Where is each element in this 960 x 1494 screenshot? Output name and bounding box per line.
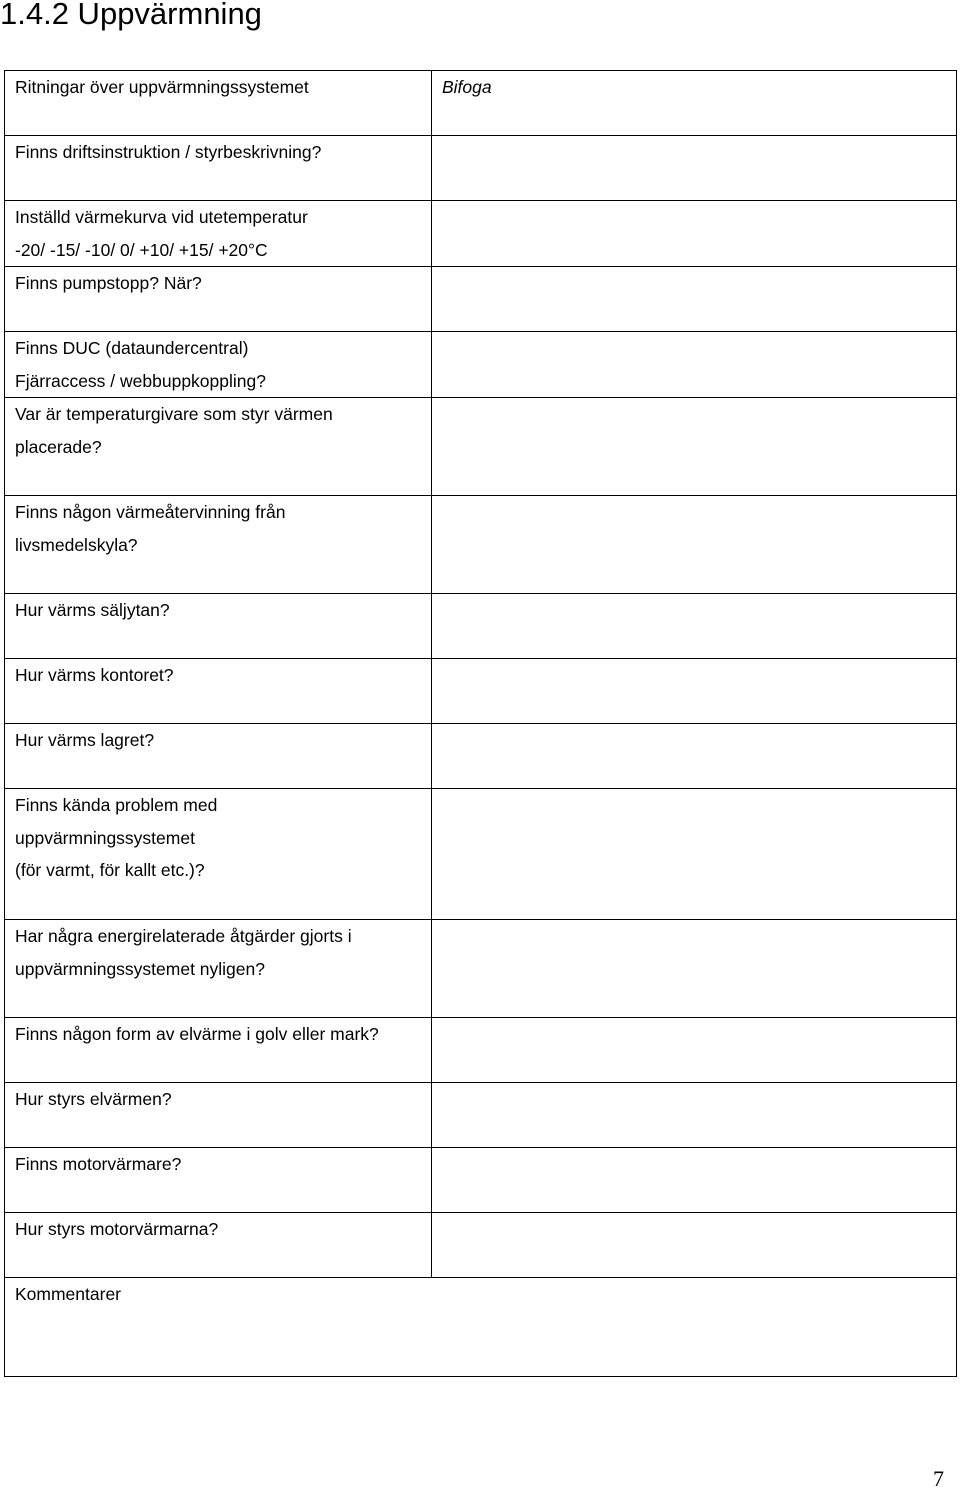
question-text: Ritningar över uppvärmningssystemet (15, 77, 309, 97)
form-row (5, 267, 957, 332)
question-cell (5, 789, 432, 920)
question-text: Har några energirelaterade åtgärder gjorts i (15, 926, 352, 946)
form-row (5, 789, 957, 920)
form-row (5, 1018, 957, 1083)
answer-cell[interactable] (432, 920, 957, 1018)
question-text: uppvärmningssystemet nyligen? (15, 958, 265, 979)
question-text: Hur styrs elvärmen? (15, 1089, 172, 1109)
question-cell (5, 398, 432, 496)
question-text: Hur värms säljytan? (15, 600, 170, 620)
answer-cell[interactable] (432, 1213, 957, 1278)
answer-cell[interactable]: Bifoga (432, 71, 957, 136)
question-text: livsmedelskyla? (15, 534, 138, 555)
form-row (5, 398, 957, 496)
form-row (5, 201, 957, 267)
question-text: Finns motorvärmare? (15, 1154, 182, 1174)
question-text: -20/ -15/ -10/ 0/ +10/ +15/ +20°C (15, 239, 268, 260)
answer-cell[interactable] (432, 136, 957, 201)
section-title: 1.4.2 Uppvärmning (0, 0, 262, 31)
question-cell (5, 920, 432, 1018)
comments-row (5, 1278, 957, 1377)
question-text: Hur styrs motorvärmarna? (15, 1219, 219, 1239)
comments-label: Kommentarer (15, 1284, 122, 1304)
question-text: Hur värms lagret? (15, 730, 155, 750)
question-cell (5, 332, 432, 398)
question-cell (5, 594, 432, 659)
form-row (5, 332, 957, 398)
heating-form-table (4, 70, 957, 1377)
form-row (5, 496, 957, 594)
answer-cell[interactable] (432, 398, 957, 496)
form-row (5, 1083, 957, 1148)
answer-cell[interactable] (432, 659, 957, 724)
question-text: Var är temperaturgivare som styr värmen (15, 404, 333, 424)
question-text: uppvärmningssystemet (15, 827, 195, 848)
form-row (5, 659, 957, 724)
question-text: Hur värms kontoret? (15, 665, 174, 685)
question-text: Finns driftsinstruktion / styrbeskrivning? (15, 142, 322, 162)
answer-cell[interactable] (432, 1148, 957, 1213)
answer-cell[interactable] (432, 201, 957, 267)
question-cell (5, 267, 432, 332)
answer-cell[interactable] (432, 496, 957, 594)
answer-cell[interactable] (432, 594, 957, 659)
question-text: Finns någon form av elvärme i golv eller mark? (15, 1024, 379, 1044)
question-cell (5, 1018, 432, 1083)
question-text: Finns pumpstopp? När? (15, 273, 202, 293)
answer-cell[interactable] (432, 267, 957, 332)
answer-cell[interactable] (432, 1083, 957, 1148)
question-cell (5, 136, 432, 201)
answer-cell[interactable] (432, 724, 957, 789)
question-cell (5, 201, 432, 267)
question-text: placerade? (15, 436, 102, 457)
question-text: Finns DUC (dataundercentral) (15, 338, 249, 358)
form-row (5, 136, 957, 201)
question-text: Inställd värmekurva vid utetemperatur (15, 207, 308, 227)
question-cell (5, 71, 432, 136)
answer-cell[interactable] (432, 789, 957, 920)
form-row (5, 920, 957, 1018)
question-cell (5, 1148, 432, 1213)
form-row (5, 1213, 957, 1278)
question-cell (5, 659, 432, 724)
comments-cell[interactable] (5, 1278, 957, 1377)
page-number: 7 (933, 1466, 944, 1491)
question-text: Finns någon värmeåtervinning från (15, 502, 286, 522)
form-row (5, 71, 957, 136)
question-cell (5, 724, 432, 789)
question-cell (5, 1083, 432, 1148)
question-cell (5, 1213, 432, 1278)
question-cell (5, 496, 432, 594)
answer-cell[interactable] (432, 1018, 957, 1083)
answer-cell[interactable] (432, 332, 957, 398)
question-text: Fjärraccess / webbuppkoppling? (15, 370, 266, 391)
question-text: (för varmt, för kallt etc.)? (15, 860, 205, 880)
form-row (5, 594, 957, 659)
question-text: Finns kända problem med (15, 795, 218, 815)
form-row (5, 1148, 957, 1213)
form-row (5, 724, 957, 789)
